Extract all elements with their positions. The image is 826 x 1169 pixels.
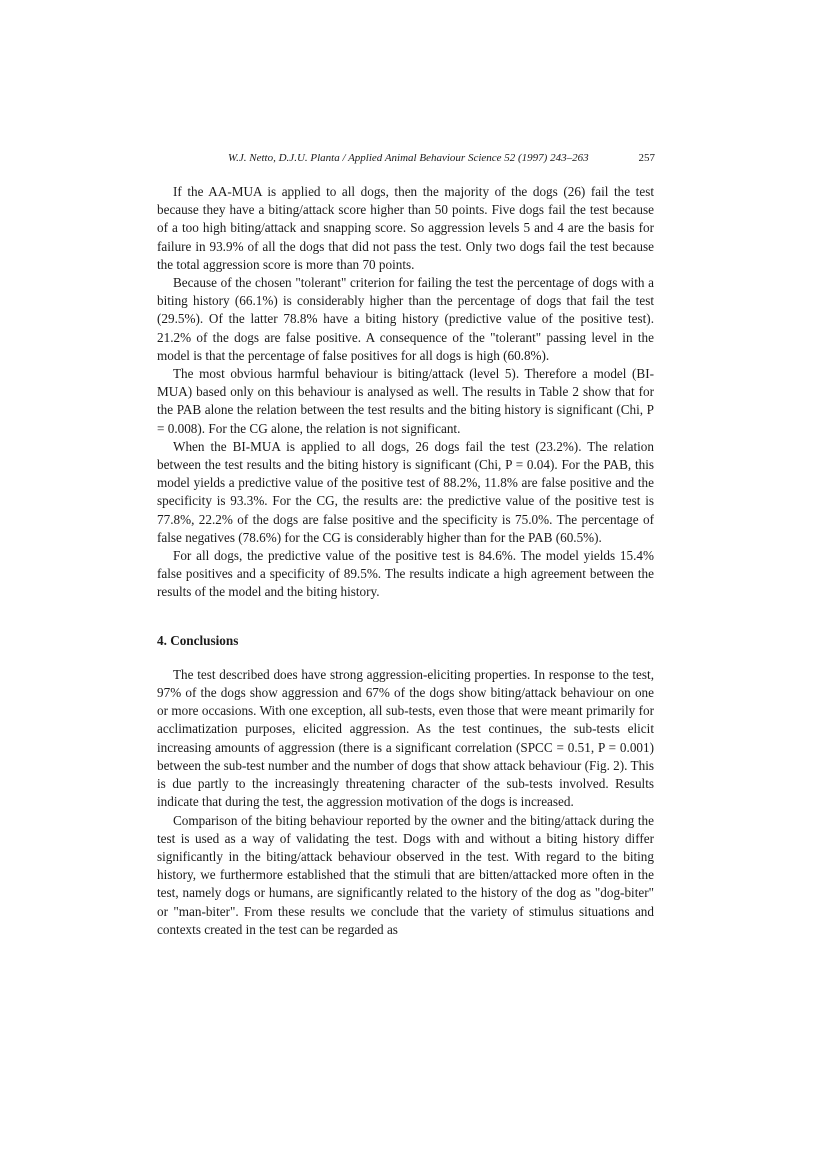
- page-number: 257: [638, 152, 655, 164]
- paragraph: The most obvious harmful behaviour is biting/attack (level 5). Therefore a model (BI-MUA) based only on this behaviour is analysed as well. The results in Table 2 show that for the PAB alone the relation between the test results and the biting history is significant (Chi, P = 0.008). For the CG alone, the relation is not significant.: [157, 366, 654, 436]
- paragraph: For all dogs, the predictive value of the positive test is 84.6%. The model yields 15.4% false positives and a specificity of 89.5%. The results indicate a high agreement between the results of the model and the biting history.: [157, 548, 654, 600]
- paragraph: Comparison of the biting behaviour reported by the owner and the biting/attack during the test is used as a way of validating the test. Dogs with and without a biting history differ significantly in the biting/attack behaviour observed in the test. With regard to the biting history, we furthermore established that the stimuli that are bitten/attacked more often in the test, namely dogs or humans, are significantly related to the history of the dog as "dog-biter" or "man-biter". From these results we conclude that the variety of stimulus situations and contexts created in the test can be regarded as: [157, 812, 654, 937]
- running-title: W.J. Netto, D.J.U. Planta / Applied Animal Behaviour Science 52 (1997) 243–263: [228, 152, 589, 164]
- paragraph: Because of the chosen "tolerant" criterion for failing the test the percentage of dogs with a biting history (66.1%) is considerably higher than the percentage of dogs that fail the test (29.5%). Of the latter 78.8% have a biting history (predictive value of the positive test). 21.2% of the dogs are false positive. A consequence of the "tolerant" passing level in the model is that the percentage of false positives for all dogs is high (60.8%).: [157, 275, 654, 363]
- body-text: [157, 183, 654, 939]
- paragraph: If the AA-MUA is applied to all dogs, then the majority of the dogs (26) fail the test because they have a biting/attack score higher than 50 points. Five dogs fail the test because of a too high biting/attack and snapping score. So aggression levels 5 and 4 are the basis for failure in 93.9% of all the dogs that did not pass the test. Only two dogs fail the test because the total aggression score is more than 70 points.: [157, 184, 654, 272]
- paragraph: When the BI-MUA is applied to all dogs, 26 dogs fail the test (23.2%). The relation between the test results and the biting history is significant (Chi, P = 0.04). For the PAB, this model yields a predictive value of the positive test of 88.2%, 11.8% are false positive and the specificity is 93.3%. For the CG, the results are: the predictive value of the positive test is 77.8%, 22.2% of the dogs are false positive and the specificity is 75.0%. The percentage of false negatives (78.6%) for the CG is considerably higher than for the PAB (60.5%).: [157, 438, 654, 545]
- section-heading: 4. Conclusions: [157, 632, 239, 648]
- running-header: [228, 151, 658, 165]
- paragraph: The test described does have strong aggression-eliciting properties. In response to the test, 97% of the dogs show aggression and 67% of the dogs show biting/attack behaviour on one or more occasions. With one exception, all sub-tests, even those that were meant primarily for acclimatization purposes, elicited aggression. As the test continues, the sub-tests elicit increasing amounts of aggression (there is a significant correlation (SPCC = 0.51, P = 0.001) between the sub-test number and the number of dogs that show attack behaviour (Fig. 2). This is due partly to the increasingly threatening character of the sub-tests involved. Results indicate that during the test, the aggression motivation of the dogs is increased.: [157, 666, 654, 810]
